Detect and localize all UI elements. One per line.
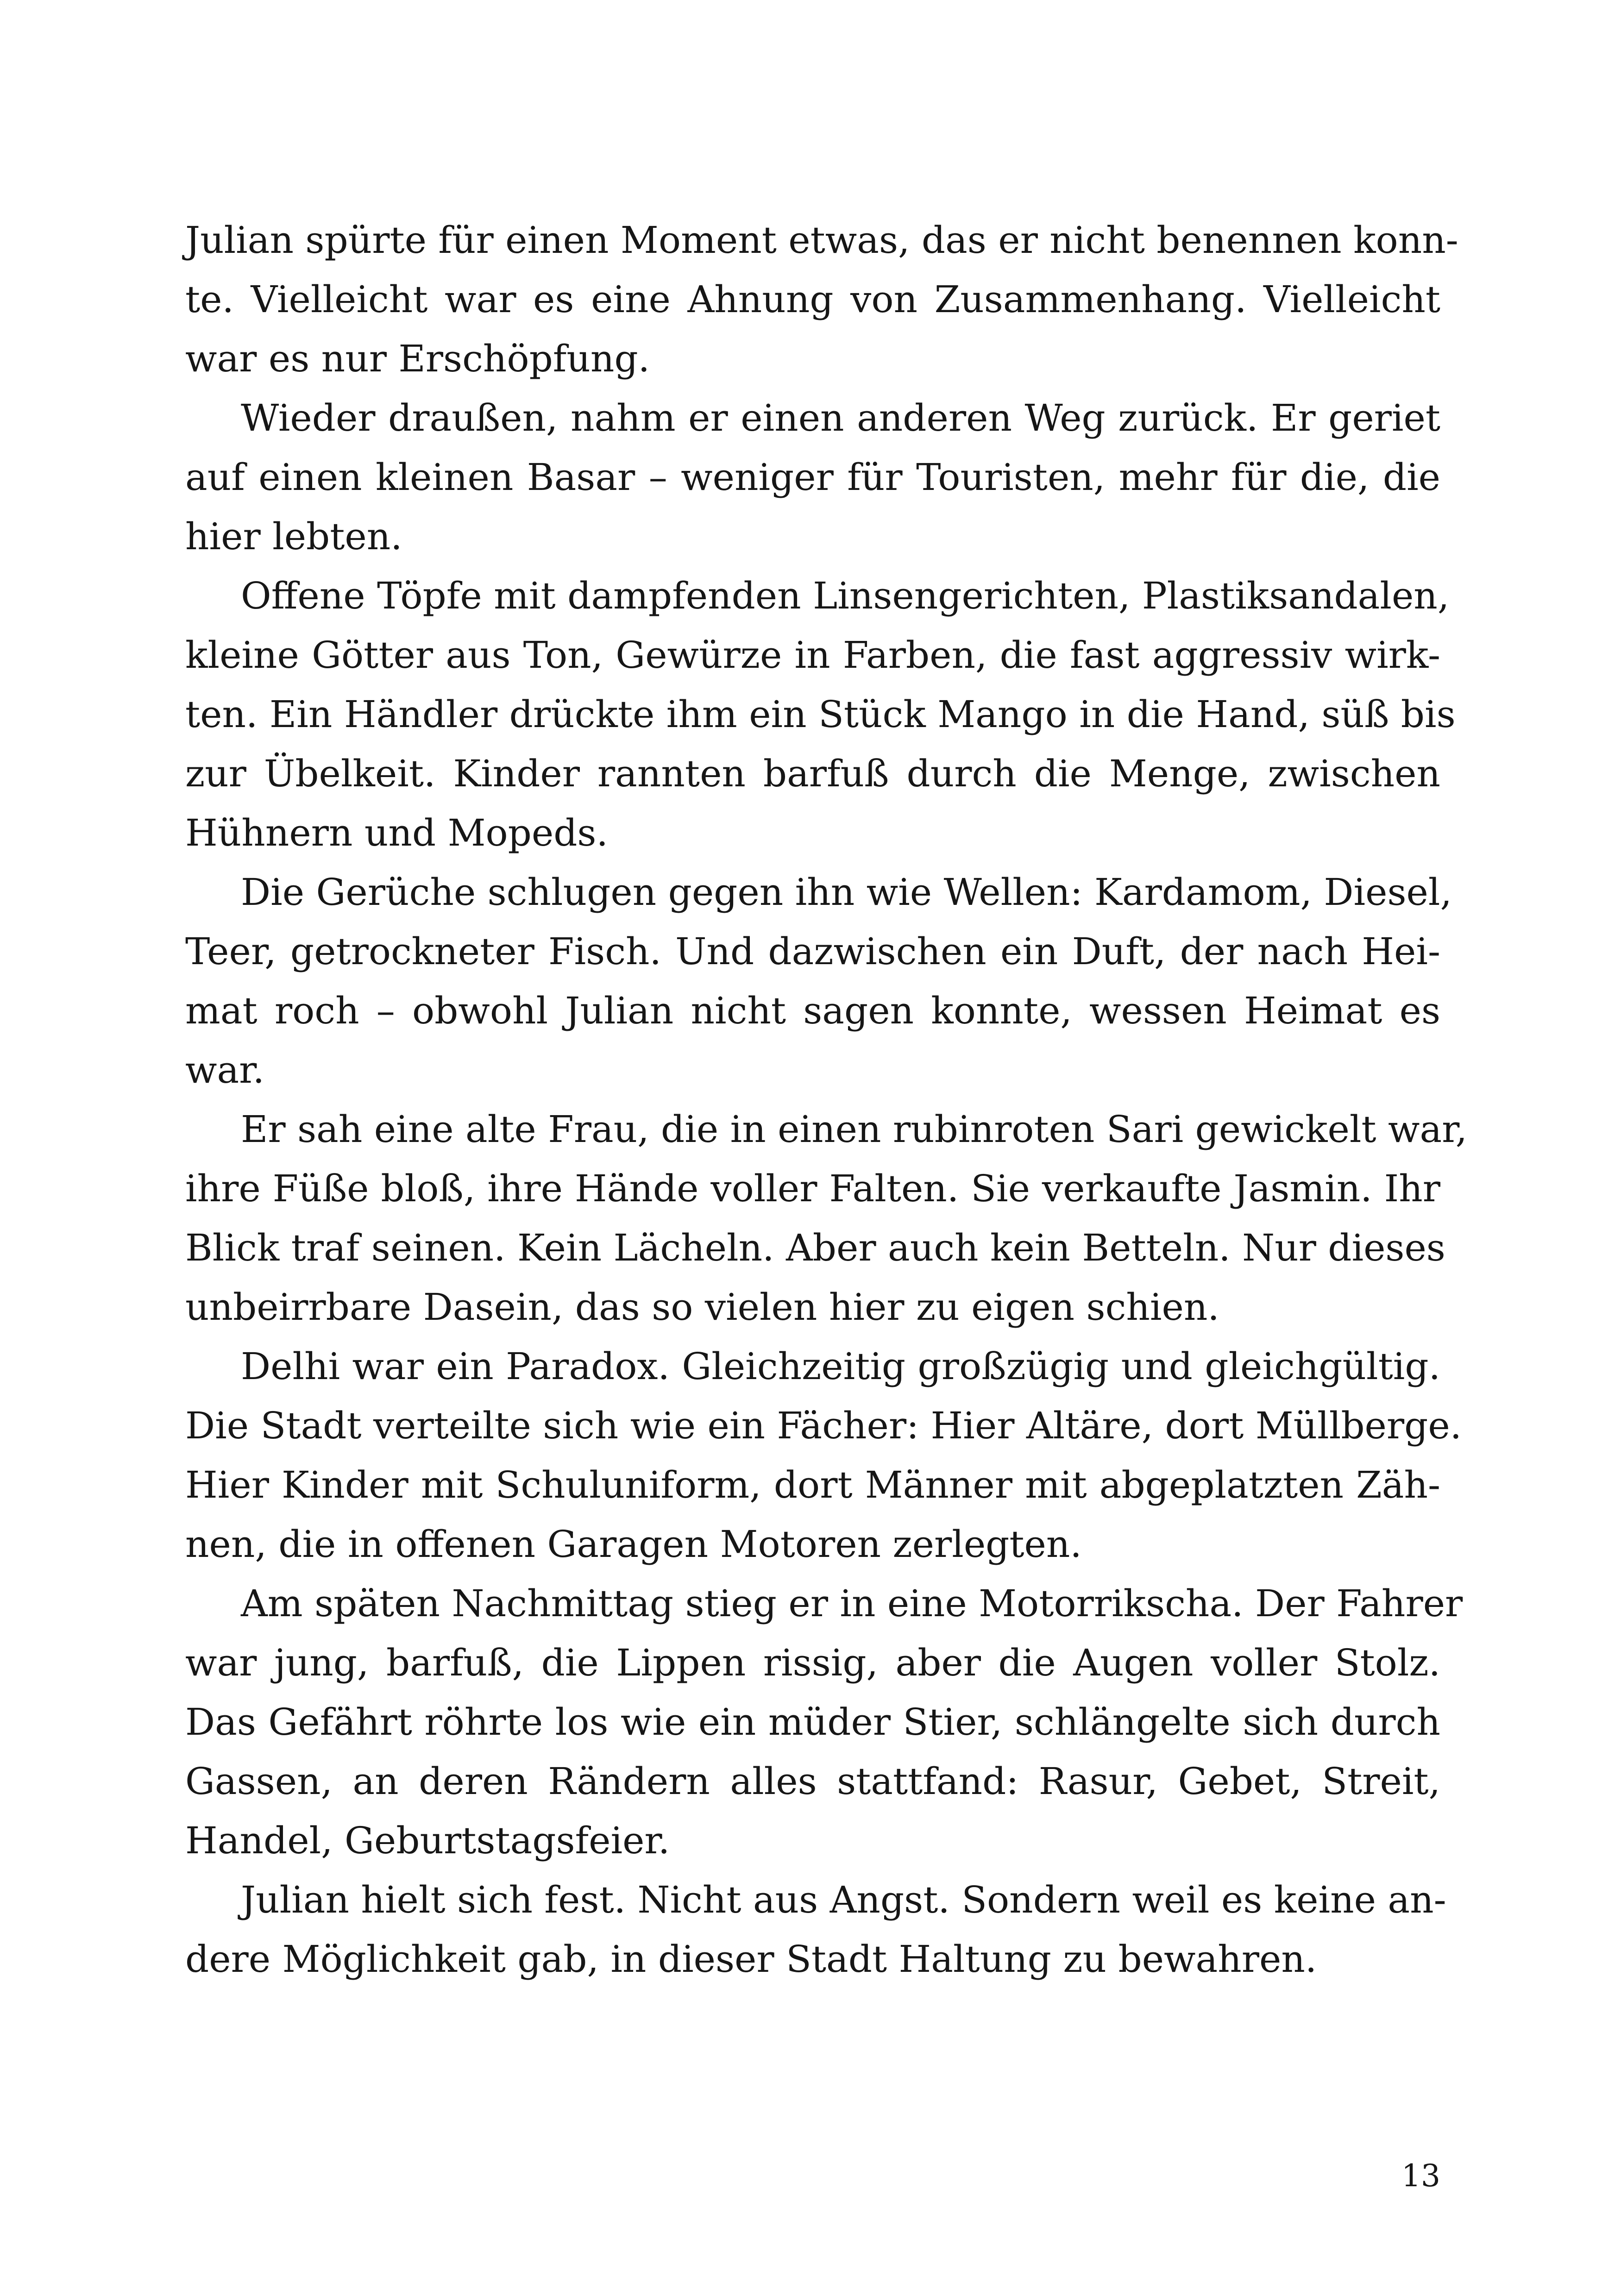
text-line: ten. Ein Händler drückte ihm ein Stück Mango in die Hand, süß bis [185, 693, 1456, 736]
text-line: Delhi war ein Paradox. Gleichzeitig großzügig und gleichgültig. [241, 1345, 1440, 1388]
text-line: Er sah eine alte Frau, die in einen rubinroten Sari gewickelt war, [241, 1108, 1468, 1151]
paragraph [185, 1870, 1446, 1989]
text-line: Wieder draußen, nahm er einen anderen Weg zurück. Er geriet [241, 396, 1440, 439]
text-line: ihre Füße bloß, ihre Hände voller Falten. Sie verkaufte Jasmin. Ihr [185, 1167, 1440, 1210]
text-line: Hier Kinder mit Schuluniform, dort Männer mit abgeplatzten Zäh- [185, 1463, 1440, 1506]
text-line: war jung, barfuß, die Lippen rissig, aber die Augen voller Stolz. [185, 1641, 1440, 1684]
text-line: mat roch – obwohl Julian nicht sagen konnte, wessen Heimat es [185, 989, 1440, 1032]
paragraph [185, 1574, 1463, 1870]
paragraph [185, 1100, 1468, 1337]
text-line: Offene Töpfe mit dampfenden Linsengerichten, Plastiksandalen, [241, 574, 1450, 617]
text-line: auf einen kleinen Basar – weniger für Touristen, mehr für die, die [185, 456, 1440, 499]
text-line: zur Übelkeit. Kinder rannten barfuß durch die Menge, zwischen [185, 752, 1440, 795]
text-line: te. Vielleicht war es eine Ahnung von Zusammenhang. Vielleicht [185, 278, 1440, 321]
text-line: dere Möglichkeit gab, in dieser Stadt Haltung zu bewahren. [185, 1938, 1317, 1981]
text-line: Julian hielt sich fest. Nicht aus Angst. Sondern weil es keine an- [241, 1878, 1446, 1921]
text-line: war es nur Erschöpfung. [185, 337, 650, 380]
text-line: Blick traf seinen. Kein Lächeln. Aber auch kein Betteln. Nur dieses [185, 1226, 1445, 1269]
paragraph [185, 389, 1440, 566]
text-line: Am späten Nachmittag stieg er in eine Motorrikscha. Der Fahrer [241, 1582, 1463, 1625]
text-line: Teer, getrockneter Fisch. Und dazwischen ein Duft, der nach Hei- [185, 930, 1440, 973]
text-line: unbeirrbare Dasein, das so vielen hier zu eigen schien. [185, 1286, 1219, 1329]
paragraph [185, 863, 1452, 1100]
text-line: Das Gefährt röhrte los wie ein müder Stier, schlängelte sich durch [185, 1700, 1440, 1744]
paragraph [185, 1337, 1462, 1574]
text-line: Die Gerüche schlugen gegen ihn wie Wellen: Kardamom, Diesel, [241, 871, 1452, 914]
paragraph [185, 566, 1456, 863]
page-number: 13 [1401, 2158, 1440, 2194]
text-line: Julian spürte für einen Moment etwas, das er nicht benennen konn- [185, 219, 1458, 262]
text-line: kleine Götter aus Ton, Gewürze in Farben, die fast aggressiv wirk- [185, 634, 1440, 677]
text-line: Die Stadt verteilte sich wie ein Fächer: Hier Altäre, dort Müllberge. [185, 1404, 1462, 1447]
text-line: Hühnern und Mopeds. [185, 811, 608, 854]
text-line: Gassen, an deren Rändern alles stattfand: Rasur, Gebet, Streit, [185, 1760, 1440, 1803]
text-line: war. [185, 1048, 265, 1092]
text-line: hier lebten. [185, 515, 402, 558]
paragraph [185, 211, 1458, 389]
text-line: Handel, Geburtstagsfeier. [185, 1819, 670, 1862]
body-text [185, 211, 1468, 1989]
text-line: nen, die in offenen Garagen Motoren zerlegten. [185, 1523, 1082, 1566]
